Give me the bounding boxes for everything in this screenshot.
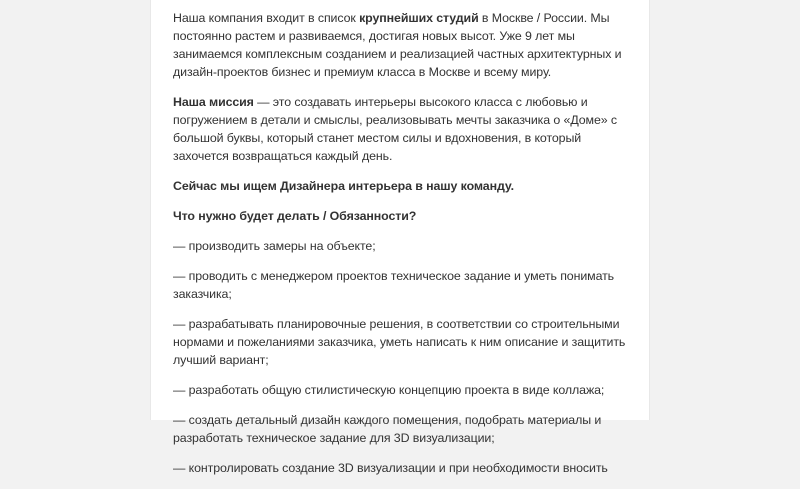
mission-bold: Наша миссия [173,95,254,109]
mission-text: — это создавать интерьеры высокого класса с любовью и погружением в детали и смыслы, реализовывать мечты заказчика о «Доме» с большой буквы, который станет местом силы и вдохновения, в который захочется возвращаться каждый день. [173,95,617,163]
vacancy-page [150,0,650,475]
duty-item: — разрабатывать планировочные решения, в соответствии со строительными нормами и пожеланиями заказчика, уметь написать к ним описание и защитить лучший вариант; [173,317,626,367]
duty-item: — создать детальный дизайн каждого помещения, подобрать материалы и разработать техническое задание для 3D визуализации; [173,413,602,445]
intro-text-end: в Москве / России. Мы постоянно растем и развиваемся, достигая новых высот. Уже 9 лет мы занимаемся комплексным созданием и реализацией частных архитектурных и дизайн-проектов бизнес и премиум класса в Москве и всему миру. [173,11,622,79]
intro-bold: крупнейших студий [359,11,479,25]
duty-item: — контролировать создание 3D визуализации и при необходимости вносить [173,461,608,475]
duty-item: — производить замеры на объекте; [173,239,376,253]
vacancy-description [173,9,637,489]
intro-text-start: Наша компания входит в список [173,11,360,25]
intro-paragraph [173,9,637,81]
mission-paragraph [173,93,637,165]
hiring-statement: Сейчас мы ищем Дизайнера интерьера в нашу команду. [173,179,514,193]
duty-item: — разработать общую стилистическую концепцию проекта в виде коллажа; [173,383,605,397]
duty-item: — проводить с менеджером проектов техническое задание и уметь понимать заказчика; [173,269,615,301]
duties-heading: Что нужно будет делать / Обязанности? [173,209,417,223]
